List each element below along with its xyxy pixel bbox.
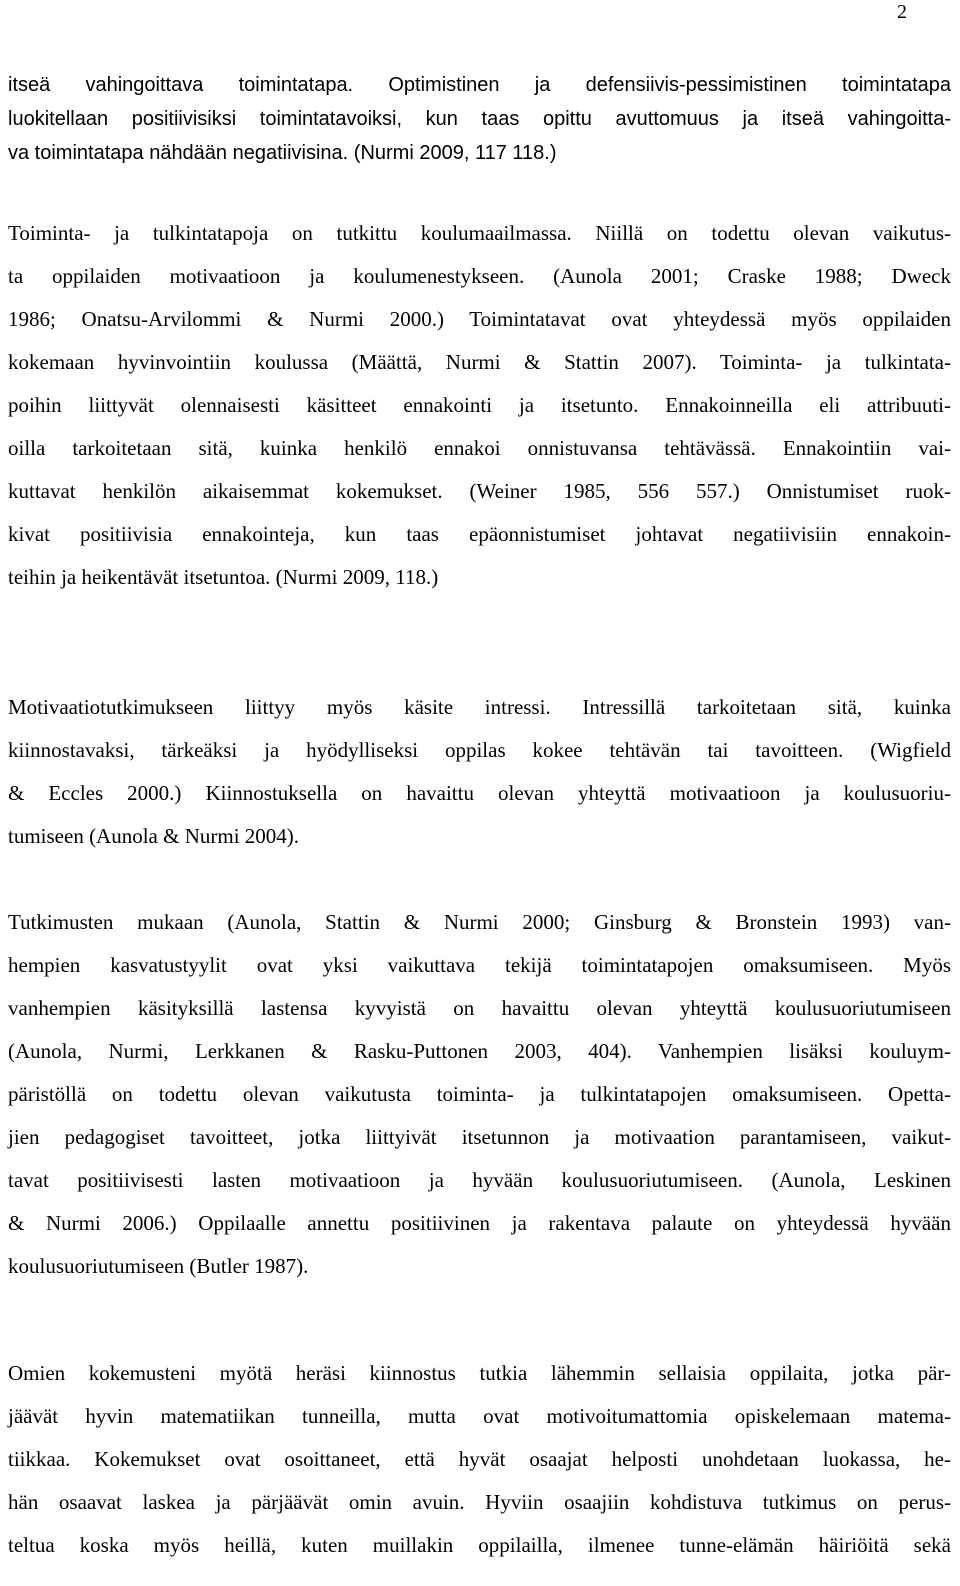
paragraph-3 (8, 686, 951, 858)
text-line: & Eccles 2000.) Kiinnostuksella on havaittu olevan yhteyttä motivaatioon ja koulusuoriu- (8, 781, 951, 805)
text-line: kiinnostavaksi, tärkeäksi ja hyödylliseksi oppilas kokee tehtävän tai tavoitteen. (Wigfield (8, 738, 951, 762)
text-line: vanhempien käsityksillä lastensa kyvyistä on havaittu olevan yhteyttä koulusuoriutumiseen (8, 996, 951, 1020)
text-line: kokemaan hyvinvointiin koulussa (Määttä, Nurmi & Stattin 2007). Toiminta- ja tulkintata- (8, 350, 951, 374)
page-number: 2 (897, 1, 907, 23)
text-line: ta oppilaiden motivaatioon ja koulumenestykseen. (Aunola 2001; Craske 1988; Dweck (8, 264, 951, 288)
text-line: koulusuoriutumiseen (Butler 1987). (8, 1254, 309, 1278)
text-line: Motivaatiotutkimukseen liittyy myös käsite intressi. Intressillä tarkoitetaan sitä, kuinka (8, 695, 951, 719)
text-line: (Aunola, Nurmi, Lerkkanen & Rasku-Puttonen 2003, 404). Vanhempien lisäksi kouluym- (8, 1039, 951, 1063)
text-line: Toiminta- ja tulkintatapoja on tutkittu koulumaailmassa. Niillä on todettu olevan vaikutus- (8, 221, 951, 245)
text-line: tumiseen (Aunola & Nurmi 2004). (8, 824, 300, 848)
text-line: hän osaavat laskea ja pärjäävät omin avuin. Hyviin osaajiin kohdistuva tutkimus on perus- (8, 1490, 951, 1514)
text-line: Omien kokemusteni myötä heräsi kiinnostus tutkia lähemmin sellaisia oppilaita, jotka pär- (8, 1361, 951, 1385)
text-line: 1986; Onatsu-Arvilommi & Nurmi 2000.) Toimintatavat ovat yhteydessä myös oppilaiden (8, 307, 951, 331)
text-line: oilla tarkoitetaan sitä, kuinka henkilö ennakoi onnistuvansa tehtävässä. Ennakointiin vai- (8, 436, 951, 460)
text-line: teltua koska myös heillä, kuten muillakin oppilailla, ilmenee tunne-elämän häiriöitä sekä (8, 1533, 951, 1557)
text-line: itseä vahingoittava toimintatapa. Optimistinen ja defensiivis-pessimistinen toimintatapa (8, 74, 951, 96)
paragraph-4 (8, 901, 951, 1288)
text-line: jien pedagogiset tavoitteet, jotka liittyivät itsetunnon ja motivaation parantamiseen, vaikut- (8, 1125, 951, 1149)
paragraph-1 (8, 68, 951, 170)
paragraph-2 (8, 212, 951, 599)
text-line: päristöllä on todettu olevan vaikutusta toiminta- ja tulkintatapojen omaksumiseen. Opetta- (8, 1082, 951, 1106)
text-line: luokitellaan positiivisiksi toimintatavoiksi, kun taas opittu avuttomuus ja itseä vahingoitta- (8, 108, 951, 130)
text-line: kivat positiivisia ennakointeja, kun taas epäonnistumiset johtavat negatiivisiin ennakoin- (8, 522, 951, 546)
text-line: poihin liittyvät olennaisesti käsitteet ennakointi ja itsetunto. Ennakoinneilla eli attribuuti- (8, 393, 951, 417)
text-line: hempien kasvatustyylit ovat yksi vaikuttava tekijä toimintatapojen omaksumiseen. Myös (8, 953, 951, 977)
text-line: & Nurmi 2006.) Oppilaalle annettu positiivinen ja rakentava palaute on yhteydessä hyvään (8, 1211, 951, 1235)
text-line: tavat positiivisesti lasten motivaatioon ja hyvään koulusuoriutumiseen. (Aunola, Leskinen (8, 1168, 951, 1192)
text-line: va toimintatapa nähdään negatiivisina. (Nurmi 2009, 117 118.) (8, 142, 557, 164)
text-line: tiikkaa. Kokemukset ovat osoittaneet, että hyvät osaajat helposti unohdetaan luokassa, he- (8, 1447, 951, 1471)
text-line: teihin ja heikentävät itsetuntoa. (Nurmi 2009, 118.) (8, 565, 439, 589)
text-line: Tutkimusten mukaan (Aunola, Stattin & Nurmi 2000; Ginsburg & Bronstein 1993) van- (8, 910, 951, 934)
paragraph-5 (8, 1352, 951, 1567)
text-line: kuttavat henkilön aikaisemmat kokemukset. (Weiner 1985, 556 557.) Onnistumiset ruok- (8, 479, 951, 503)
text-line: jäävät hyvin matematiikan tunneilla, mutta ovat motivoitumattomia opiskelemaan matema- (8, 1404, 951, 1428)
